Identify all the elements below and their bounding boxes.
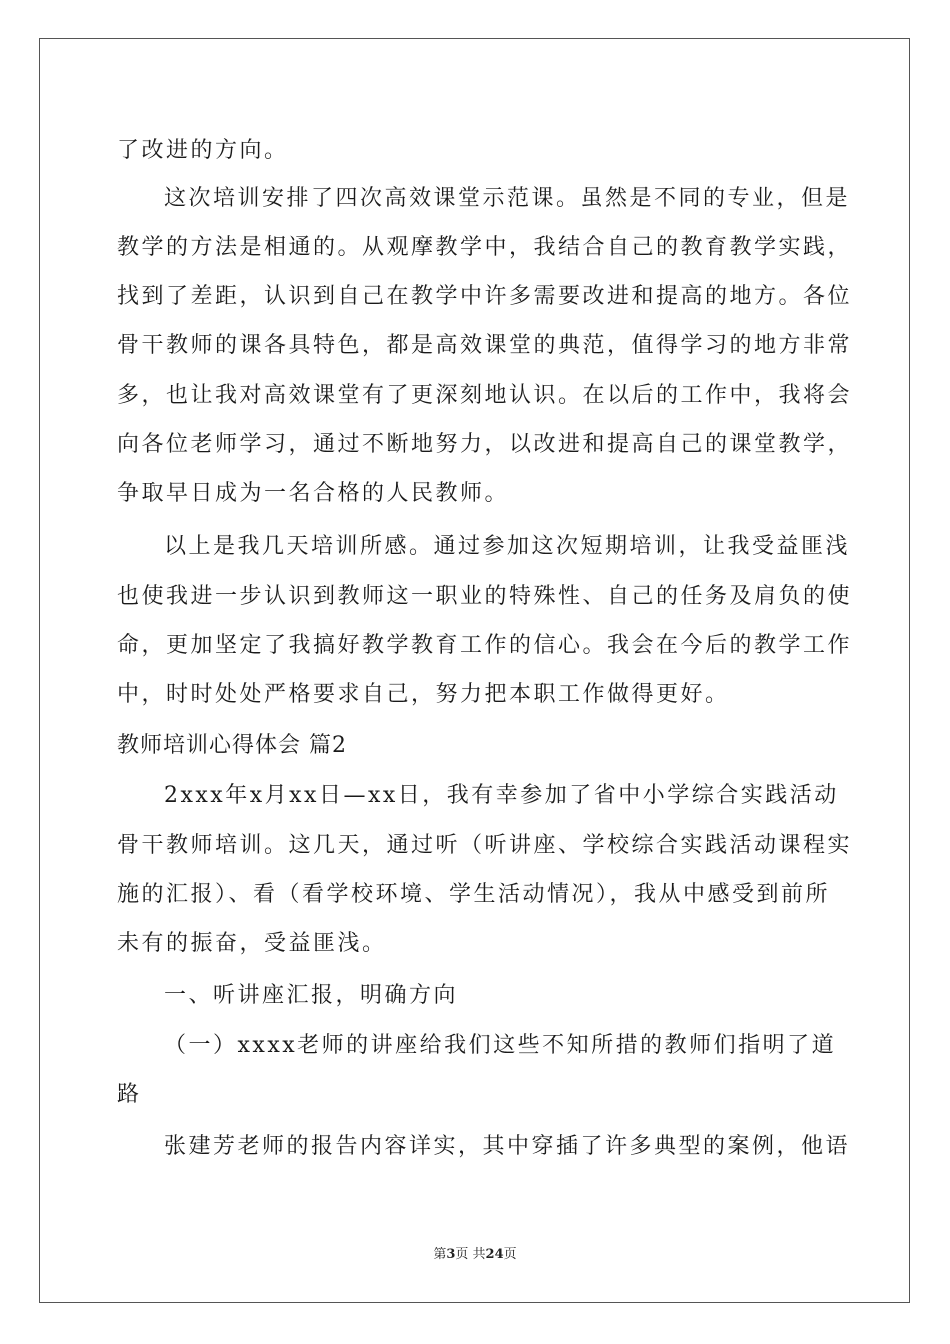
text-line: 争取早日成为一名合格的人民教师。	[117, 481, 510, 506]
text-line: 张建芳老师的报告内容详实，其中穿插了许多典型的案例，他语	[164, 1134, 851, 1159]
text-line: 2xxx年x月xx日—xx日，我有幸参加了省中小学综合实践活动	[164, 783, 839, 808]
text-line: 这次培训安排了四次高效课堂示范课。虽然是不同的专业，但是	[164, 186, 851, 211]
text-line: 中，时时处处严格要求自己，努力把本职工作做得更好。	[117, 682, 730, 707]
page-border	[39, 38, 910, 1303]
text-line: 多，也让我对高效课堂有了更深刻地认识。在以后的工作中，我将会	[117, 383, 853, 408]
text-line: 骨干教师培训。这几天，通过听（听讲座、学校综合实践活动课程实	[117, 833, 853, 858]
text-line: 命，更加坚定了我搞好教学教育工作的信心。我会在今后的教学工作	[117, 633, 853, 658]
footer-page-total: 24	[485, 1247, 504, 1262]
text-line: 了改进的方向。	[117, 138, 289, 163]
text-line: （一）xxxx老师的讲座给我们这些不知所措的教师们指明了道	[164, 1033, 837, 1058]
footer-mid: 页 共	[455, 1247, 486, 1262]
text-line: 向各位老师学习，通过不断地努力，以改进和提高自己的课堂教学，	[117, 432, 853, 457]
subheading: 一、听讲座汇报，明确方向	[164, 983, 459, 1008]
text-line: 路	[117, 1082, 142, 1107]
text-line: 以上是我几天培训所感。通过参加这次短期培训，让我受益匪浅	[164, 534, 851, 559]
footer-prefix: 第	[433, 1247, 447, 1262]
text-line: 找到了差距，认识到自己在教学中许多需要改进和提高的地方。各位	[117, 284, 853, 309]
text-line: 教学的方法是相通的。从观摩教学中，我结合自己的教育教学实践，	[117, 235, 853, 260]
footer-page-number: 3	[446, 1247, 456, 1262]
text-line: 施的汇报）、看（看学校环境、学生活动情况），我从中感受到前所	[117, 882, 831, 907]
text-line: 也使我进一步认识到教师这一职业的特殊性、自己的任务及肩负的使	[117, 584, 853, 609]
footer-suffix: 页	[503, 1247, 517, 1262]
text-line: 未有的振奋，受益匪浅。	[117, 931, 387, 956]
text-line: 骨干教师的课各具特色，都是高效课堂的典范，值得学习的地方非常	[117, 333, 853, 358]
page-footer	[0, 1246, 950, 1264]
section-heading: 教师培训心得体会 篇2	[117, 733, 347, 758]
